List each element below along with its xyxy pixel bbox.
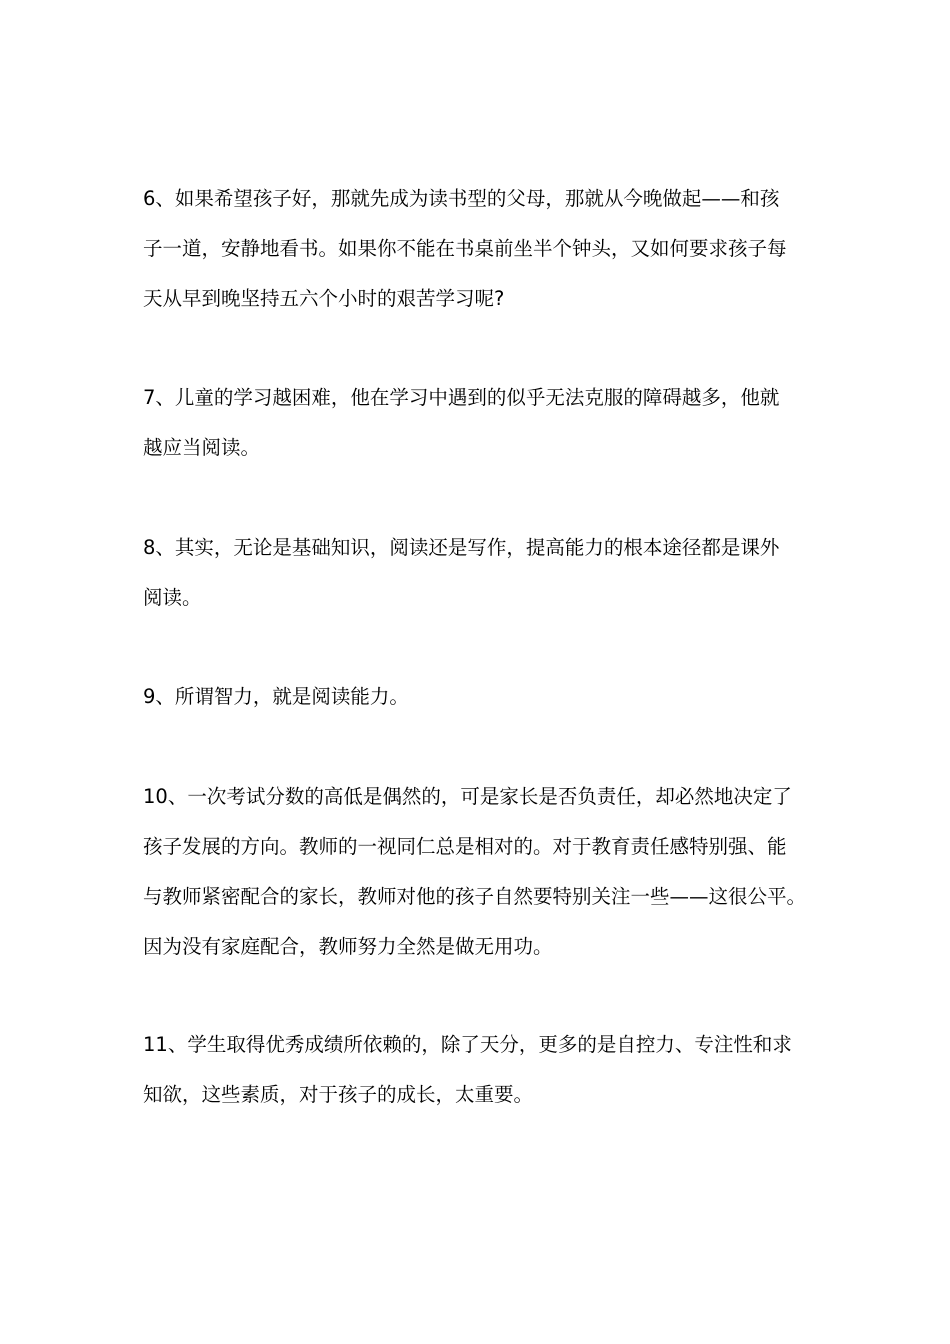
paragraph-line: 与教师紧密配合的家长，教师对他的孩子自然要特别关注一些——这很公平。 [143, 885, 807, 908]
paragraph-line: 9、所谓智力，就是阅读能力。 [143, 685, 409, 708]
paragraph-line: 10、一次考试分数的高低是偶然的，可是家长是否负责任，却必然地决定了 [143, 785, 792, 808]
paragraph-line: 越应当阅读。 [143, 436, 261, 459]
paragraph-line: 阅读。 [143, 586, 202, 609]
paragraph-10 [143, 772, 823, 972]
paragraph-line: 知欲，这些素质，对于孩子的成长，太重要。 [143, 1083, 534, 1106]
paragraph-8 [143, 523, 823, 623]
paragraph-line: 孩子发展的方向。教师的一视同仁总是相对的。对于教育责任感特别强、能 [143, 835, 787, 858]
paragraph-line: 8、其实，无论是基础知识，阅读还是写作，提高能力的根本途径都是课外 [143, 536, 780, 559]
paragraph-line: 7、儿童的学习越困难，他在学习中遇到的似乎无法克服的障碍越多，他就 [143, 386, 780, 409]
paragraph-6 [143, 174, 823, 324]
paragraph-line: 子一道，安静地看书。如果你不能在书桌前坐半个钟头，又如何要求孩子每 [143, 237, 787, 260]
paragraph-line: 11、学生取得优秀成绩所依赖的，除了天分，更多的是自控力、专注性和求 [143, 1033, 792, 1056]
paragraph-9 [143, 672, 823, 722]
paragraph-11 [143, 1020, 823, 1120]
paragraph-line: 6、如果希望孩子好，那就先成为读书型的父母，那就从今晚做起——和孩 [143, 187, 780, 210]
paragraph-line: 因为没有家庭配合，教师努力全然是做无用功。 [143, 935, 553, 958]
paragraph-7 [143, 373, 823, 473]
paragraph-line: 天从早到晚坚持五六个小时的艰苦学习呢? [143, 287, 505, 310]
